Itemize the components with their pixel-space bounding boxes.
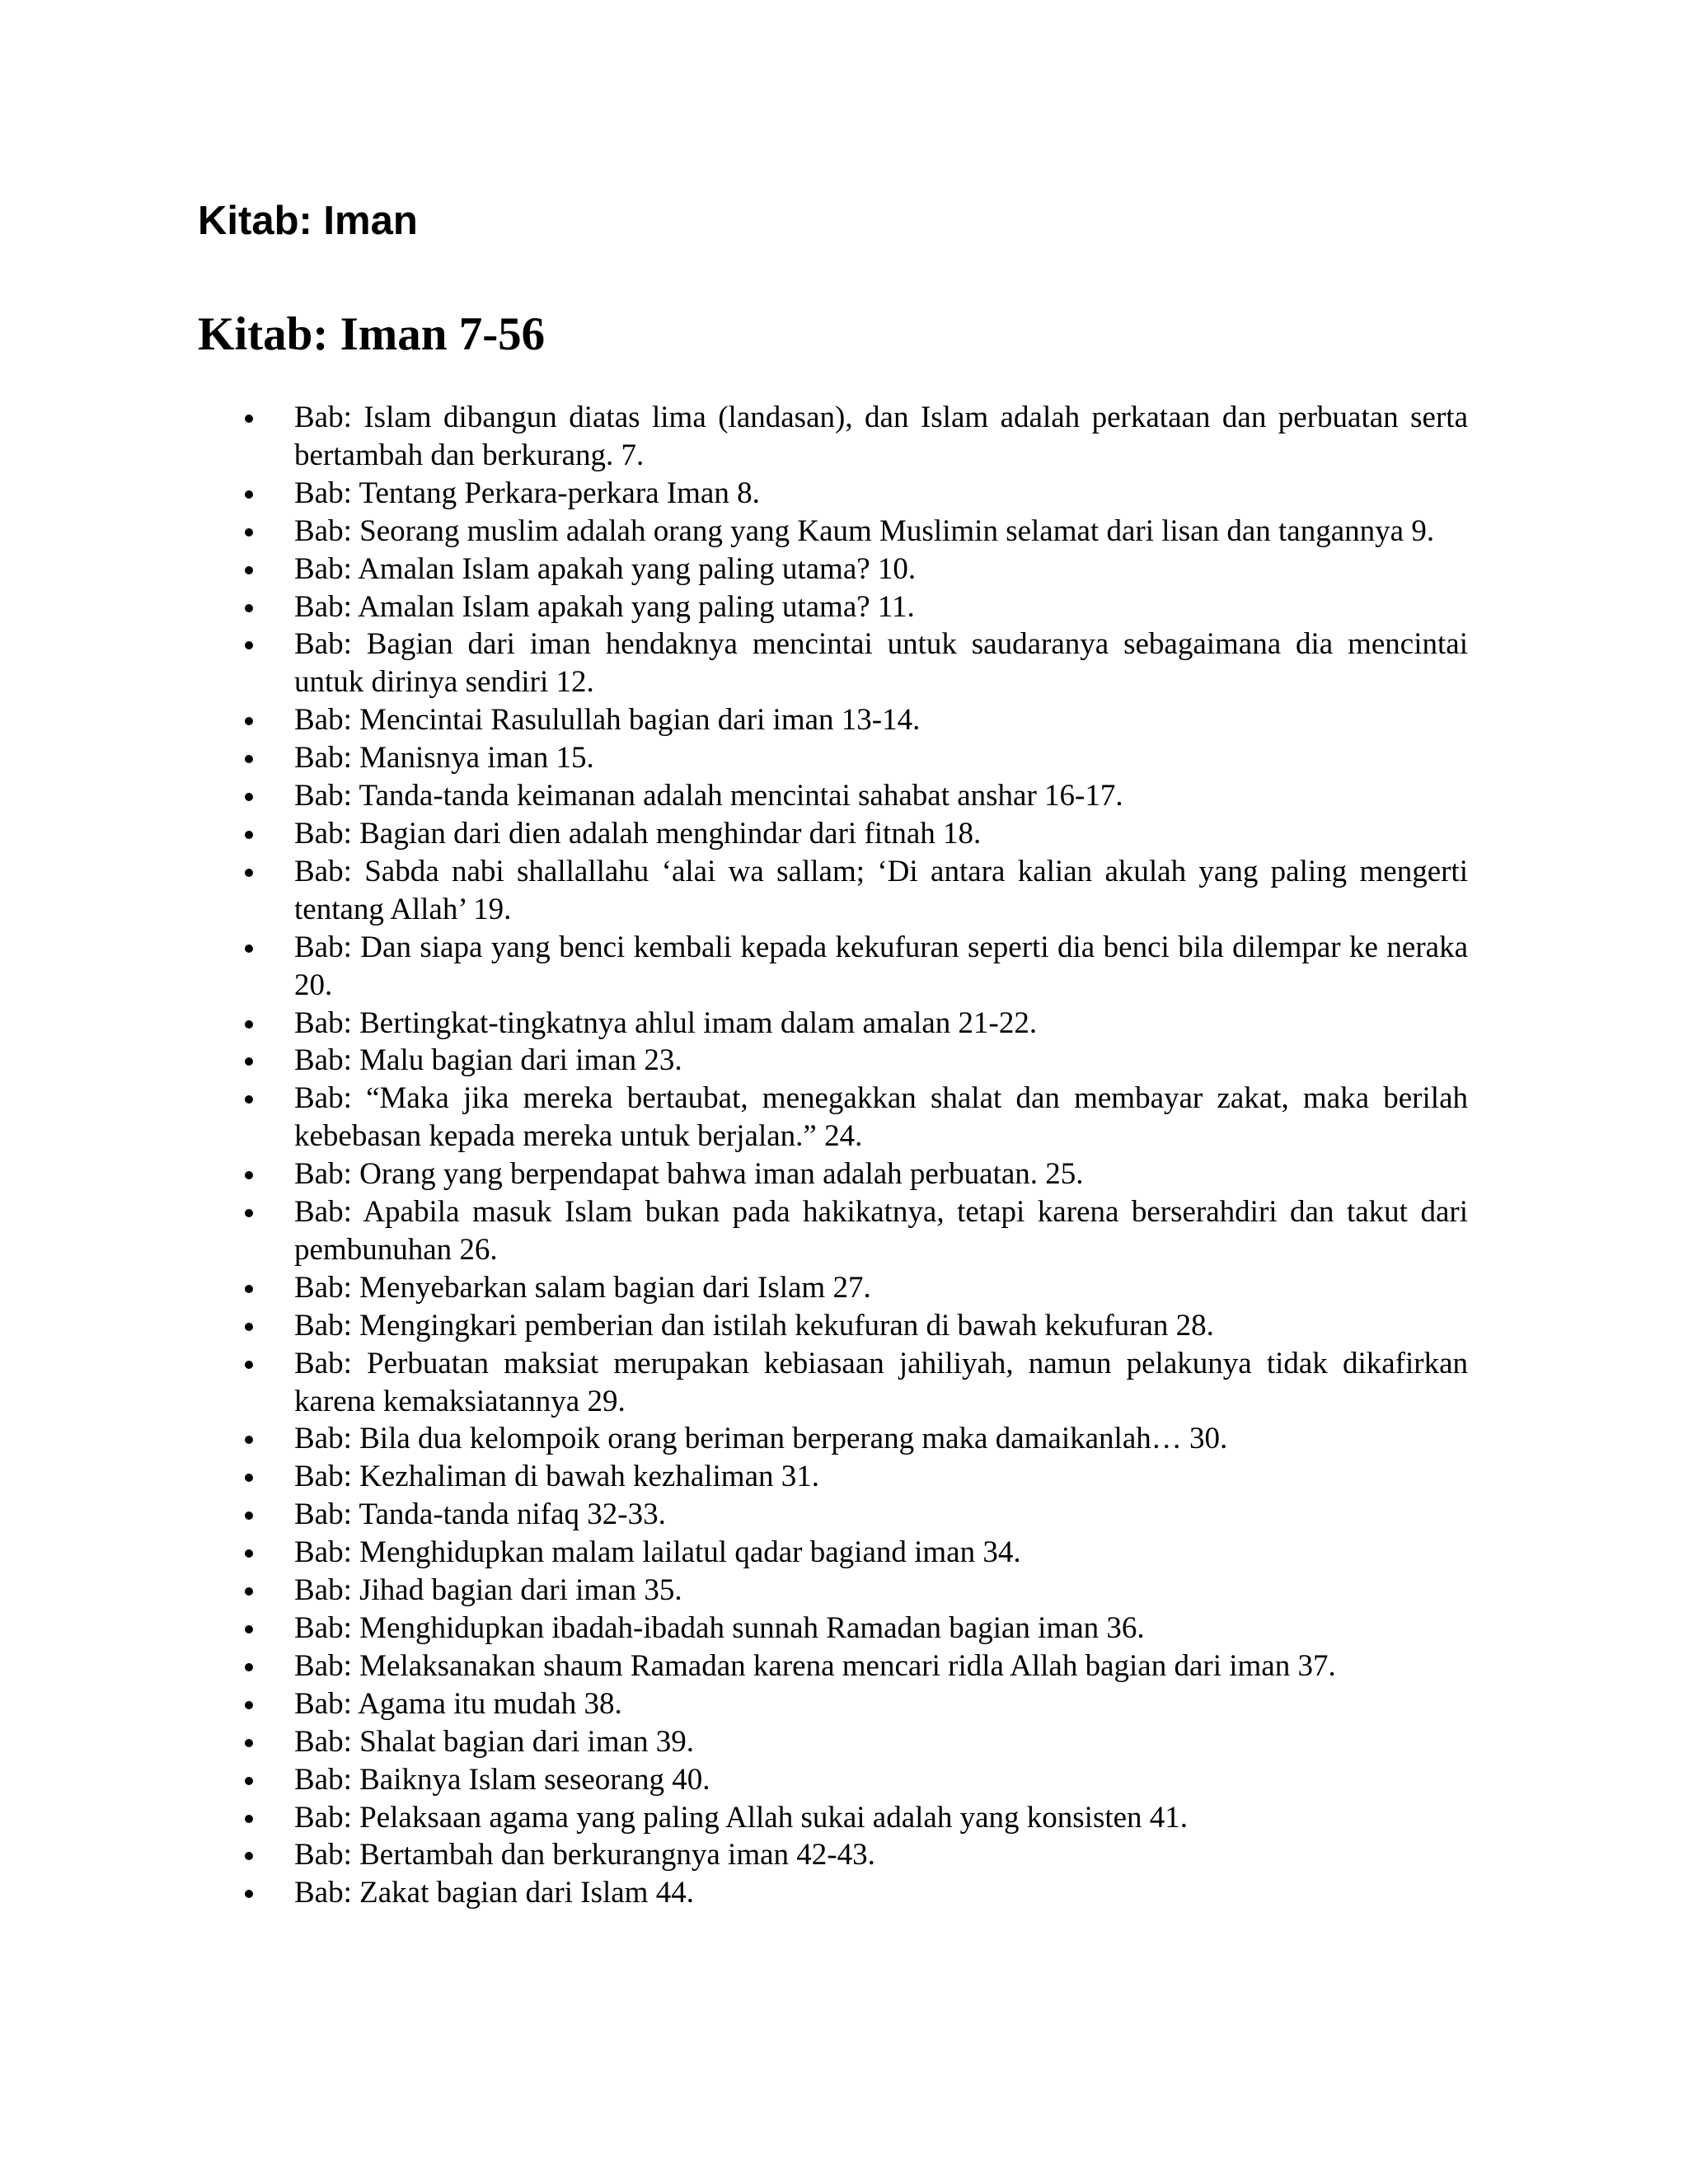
list-item-text: Bab: Menyebarkan salam bagian dari Islam 27. xyxy=(294,1270,871,1305)
list-item-text: Bab: “Maka jika mereka bertaubat, menegakkan shalat dan membayar zakat, maka berilah kebebasan kepada mereka untuk berjalan.” 24. xyxy=(294,1081,1468,1154)
bullet-icon xyxy=(245,1436,253,1444)
bullet-icon xyxy=(245,1511,253,1520)
list-item-text: Bab: Seorang muslim adalah orang yang Kaum Muslimin selamat dari lisan dan tangannya 9. xyxy=(294,513,1435,548)
bullet-icon xyxy=(245,604,253,612)
bullet-icon xyxy=(245,831,253,839)
list-item-text: Bab: Shalat bagian dari iman 39. xyxy=(294,1724,694,1759)
list-item xyxy=(0,1572,1468,1610)
list-item xyxy=(0,1685,1468,1723)
list-item-text: Bab: Amalan Islam apakah yang paling utama? 11. xyxy=(294,589,915,624)
list-item xyxy=(0,626,1468,701)
bullet-icon xyxy=(245,1549,253,1558)
bullet-icon xyxy=(245,1890,253,1898)
list-item xyxy=(0,513,1468,551)
list-item xyxy=(0,399,1468,475)
bullet-icon xyxy=(245,1020,253,1029)
bullet-icon xyxy=(245,1587,253,1596)
list-item xyxy=(0,777,1468,815)
list-item-text: Bab: Bila dua kelompoik orang beriman berperang maka damaikanlah… 30. xyxy=(294,1422,1228,1456)
list-item-text: Bab: Malu bagian dari iman 23. xyxy=(294,1043,682,1078)
list-item xyxy=(0,1080,1468,1155)
list-item-text: Bab: Bertambah dan berkurangnya iman 42-43. xyxy=(294,1838,875,1872)
list-item-text: Bab: Melaksanakan shaum Ramadan karena mencari ridla Allah bagian dari iman 37. xyxy=(294,1648,1336,1683)
bullet-icon xyxy=(245,415,253,423)
list-item-text: Bab: Tanda-tanda keimanan adalah mencintai sahabat anshar 16-17. xyxy=(294,779,1123,813)
list-item xyxy=(0,929,1468,1005)
bullet-icon xyxy=(245,1057,253,1066)
bullet-icon xyxy=(245,1852,253,1860)
bullet-icon xyxy=(245,1474,253,1482)
list-item xyxy=(0,853,1468,929)
list-item xyxy=(0,815,1468,853)
list-item-text: Bab: Perbuatan maksiat merupakan kebiasaan jahiliyah, namun pelakunya tidak dikafirkan karena kemaksiatannya 29. xyxy=(294,1346,1468,1418)
chapter-list xyxy=(0,399,1688,1912)
list-item xyxy=(0,1610,1468,1647)
list-item-text: Bab: Mencintai Rasulullah bagian dari iman 13-14. xyxy=(294,703,921,738)
list-item xyxy=(0,1420,1468,1458)
list-item-text: Bab: Zakat bagian dari Islam 44. xyxy=(294,1876,694,1910)
bullet-icon xyxy=(245,1171,253,1179)
list-item xyxy=(0,1799,1468,1837)
bullet-icon xyxy=(245,1701,253,1709)
list-item-text: Bab: Baiknya Islam seseorang 40. xyxy=(294,1762,710,1797)
list-item-text: Bab: Bagian dari dien adalah menghindar dari fitnah 18. xyxy=(294,816,982,851)
bullet-icon xyxy=(245,490,253,499)
list-item-text: Bab: Manisnya iman 15. xyxy=(294,741,594,776)
bullet-icon xyxy=(245,1323,253,1331)
list-item xyxy=(0,1534,1468,1572)
bullet-icon xyxy=(245,1209,253,1217)
list-item-text: Bab: Apabila masuk Islam bukan pada hakikatnya, tetapi karena berserahdiri dan takut dari pembunuhan 26. xyxy=(294,1195,1468,1267)
page-title: Kitab: Iman xyxy=(198,199,418,243)
list-item-text: Bab: Pelaksaan agama yang paling Allah sukai adalah yang konsisten 41. xyxy=(294,1800,1189,1835)
list-item xyxy=(0,1496,1468,1534)
list-item xyxy=(0,588,1468,626)
bullet-icon xyxy=(245,1777,253,1785)
list-item-text: Bab: Menghidupkan ibadah-ibadah sunnah Ramadan bagian iman 36. xyxy=(294,1611,1145,1645)
bullet-icon xyxy=(245,1095,253,1104)
list-item-text: Bab: Agama itu mudah 38. xyxy=(294,1686,622,1721)
list-item-text: Bab: Kezhaliman di bawah kezhaliman 31. xyxy=(294,1460,820,1494)
list-item-text: Bab: Amalan Islam apakah yang paling utama? 10. xyxy=(294,551,917,586)
list-item xyxy=(0,1761,1468,1799)
list-item xyxy=(0,1836,1468,1874)
list-item-text: Bab: Bagian dari iman hendaknya mencintai untuk saudaranya sebagaimana dia mencintai untuk dirinya sendiri 12. xyxy=(294,627,1468,700)
list-item xyxy=(0,551,1468,588)
bullet-icon xyxy=(245,566,253,574)
list-item-text: Bab: Menghidupkan malam lailatul qadar bagiand iman 34. xyxy=(294,1535,1021,1570)
list-item xyxy=(0,475,1468,513)
list-item xyxy=(0,701,1468,739)
bullet-icon xyxy=(245,755,253,763)
bullet-icon xyxy=(245,1361,253,1369)
bullet-icon xyxy=(245,528,253,537)
bullet-icon xyxy=(245,1663,253,1671)
list-item-text: Bab: Dan siapa yang benci kembali kepada kekufuran seperti dia benci bila dilempar ke neraka 20. xyxy=(294,930,1468,1002)
list-item-text: Bab: Jihad bagian dari iman 35. xyxy=(294,1573,682,1608)
bullet-icon xyxy=(245,869,253,877)
list-item xyxy=(0,1307,1468,1345)
bullet-icon xyxy=(245,1625,253,1633)
list-item-text: Bab: Islam dibangun diatas lima (landasan), dan Islam adalah perkataan dan perbuatan serta bertambah dan berkurang. 7. xyxy=(294,401,1468,472)
bullet-icon xyxy=(245,641,253,649)
bullet-icon xyxy=(245,1285,253,1293)
bullet-icon xyxy=(245,717,253,725)
list-item xyxy=(0,1269,1468,1307)
list-item-text: Bab: Bertingkat-tingkatnya ahlul imam dalam amalan 21-22. xyxy=(294,1005,1038,1040)
list-item xyxy=(0,1193,1468,1269)
bullet-icon xyxy=(245,1739,253,1747)
bullet-icon xyxy=(245,1815,253,1823)
list-item xyxy=(0,1458,1468,1496)
list-item xyxy=(0,1874,1468,1912)
list-item xyxy=(0,739,1468,777)
list-item xyxy=(0,1647,1468,1685)
list-item xyxy=(0,1005,1468,1043)
list-item xyxy=(0,1042,1468,1080)
list-item-text: Bab: Orang yang berpendapat bahwa iman adalah perbuatan. 25. xyxy=(294,1157,1084,1192)
list-item-text: Bab: Tanda-tanda nifaq 32-33. xyxy=(294,1497,666,1532)
bullet-icon xyxy=(245,793,253,801)
section-title: Kitab: Iman 7-56 xyxy=(198,308,546,360)
bullet-icon xyxy=(245,944,253,953)
list-item xyxy=(0,1155,1468,1193)
list-item xyxy=(0,1345,1468,1421)
list-item-text: Bab: Mengingkari pemberian dan istilah kekufuran di bawah kekufuran 28. xyxy=(294,1308,1214,1343)
list-item xyxy=(0,1723,1468,1761)
list-item-text: Bab: Sabda nabi shallallahu ‘alai wa sallam; ‘Di antara kalian akulah yang paling mengerti tentang Allah’ 19. xyxy=(294,854,1468,926)
list-item-text: Bab: Tentang Perkara-perkara Iman 8. xyxy=(294,476,760,510)
